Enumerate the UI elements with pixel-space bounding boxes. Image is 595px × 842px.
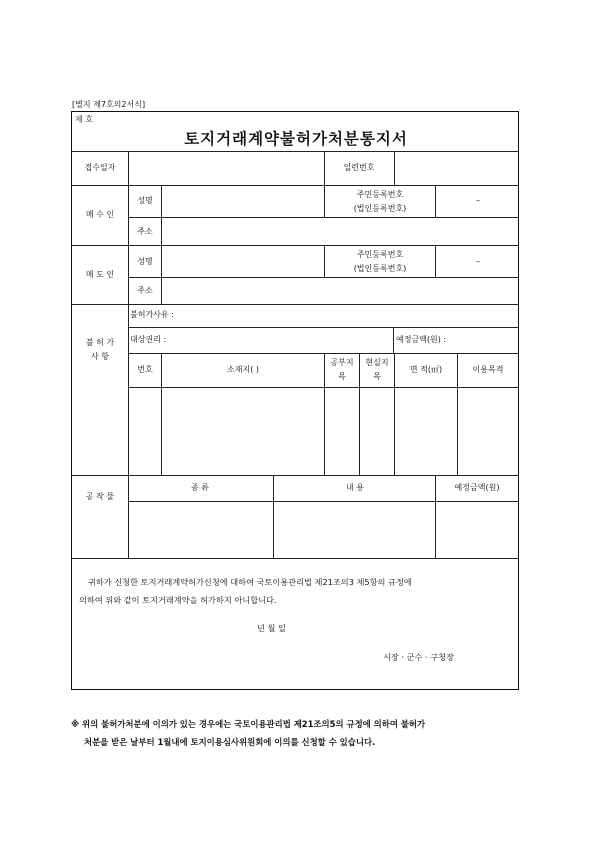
seller-section-label: 매 도 인	[85, 270, 115, 279]
buyer-address-label: 주소	[137, 227, 153, 236]
buyer-corp-id-label: (법인등록번호)	[353, 204, 407, 213]
seller-address-field[interactable]	[163, 279, 517, 302]
planned-amount-label: 예정금액(원) :	[396, 335, 447, 344]
seller-id-label: 주민등록번호	[356, 250, 404, 259]
notice-text-line-1: 귀하가 신청한 토지거래계약허가신청에 대하여 국토이용관리법 제21조의3 제5항의 규정에	[88, 577, 412, 587]
col-divider	[324, 185, 325, 217]
row-divider	[71, 151, 519, 152]
serial-number-label: 일련번호	[343, 163, 375, 172]
col-divider	[394, 151, 395, 185]
col-header-location: 소재지( )	[227, 365, 259, 374]
buyer-section-label: 매 수 인	[85, 210, 115, 219]
row-divider	[71, 185, 519, 186]
structures-table-body[interactable]	[130, 503, 517, 556]
col-header-official-category: 공부지	[330, 358, 354, 367]
col-divider	[161, 185, 162, 304]
col-divider	[324, 245, 325, 277]
seller-id-field[interactable]: –	[476, 257, 480, 266]
disapproval-reason-label: 불허가사유 :	[130, 310, 174, 319]
col-divider	[435, 185, 436, 217]
receipt-date-label: 접수일자	[84, 163, 116, 172]
col-divider	[393, 327, 394, 353]
col-header-number: 번호	[137, 365, 153, 374]
col-divider	[435, 245, 436, 277]
form-number: [별지 제7호의2서식]	[72, 100, 146, 109]
structures-type-header: 종 류	[191, 483, 209, 492]
row-divider	[128, 327, 519, 328]
structures-section-label: 공 작 물	[85, 492, 115, 501]
col-header-official-category-2: 목	[338, 372, 346, 381]
disapproval-section-label: 불 허 가	[85, 338, 115, 347]
page-title: 토지거래계약불허가처분통지서	[184, 130, 408, 148]
row-divider	[71, 304, 519, 305]
col-header-actual-category-2: 목	[373, 372, 381, 381]
buyer-address-field[interactable]	[163, 219, 517, 243]
row-divider	[128, 217, 519, 218]
buyer-name-label: 성명	[137, 196, 153, 205]
structures-amount-header: 예정금액(원)	[454, 483, 500, 492]
target-rights-label: 대상권리 :	[130, 335, 167, 344]
disapproval-reason-field[interactable]	[190, 306, 517, 325]
seller-address-label: 주소	[137, 286, 153, 295]
serial-number-field[interactable]	[396, 153, 517, 183]
receipt-date-field[interactable]	[130, 153, 322, 183]
seller-name-label: 성명	[137, 257, 153, 266]
row-divider	[71, 475, 519, 476]
col-header-purpose: 이용목적	[472, 365, 504, 374]
footnote-line-2: 처분을 받은 날부터 1월내에 토지이용심사위원회에 이의를 신청할 수 있습니다.	[84, 737, 376, 747]
parcel-table-body[interactable]	[130, 389, 517, 473]
disapproval-section-label-2: 사 항	[91, 352, 109, 361]
doc-number-label: 제 호	[75, 115, 93, 124]
buyer-id-label: 주민등록번호	[356, 190, 404, 199]
seller-name-field[interactable]	[163, 247, 322, 275]
issuer-title: 시장 · 군수 · 구청장	[383, 652, 454, 662]
notice-date: 년 월 일	[257, 623, 286, 633]
buyer-id-field[interactable]: –	[476, 196, 480, 205]
footnote-line-1: ※ 위의 불허가처분에 이의가 있는 경우에는 국토이용관리법 제21조의5의 규정에 의하여 불허가	[71, 719, 426, 729]
col-divider	[324, 151, 325, 185]
target-rights-field[interactable]	[180, 329, 391, 351]
row-divider	[71, 558, 519, 559]
structures-content-header: 내 용	[346, 483, 364, 492]
col-header-area: 면 적(㎡)	[409, 365, 443, 374]
row-divider	[128, 501, 519, 502]
seller-corp-id-label: (법인등록번호)	[353, 264, 407, 273]
row-divider	[71, 245, 519, 246]
buyer-name-field[interactable]	[163, 187, 322, 215]
col-header-actual-category: 현실지	[365, 358, 389, 367]
col-divider	[128, 151, 129, 558]
notice-text-line-2: 의하여 위와 같이 토지거래계약을 허가하지 아니합니다.	[79, 595, 277, 605]
row-divider	[128, 277, 519, 278]
